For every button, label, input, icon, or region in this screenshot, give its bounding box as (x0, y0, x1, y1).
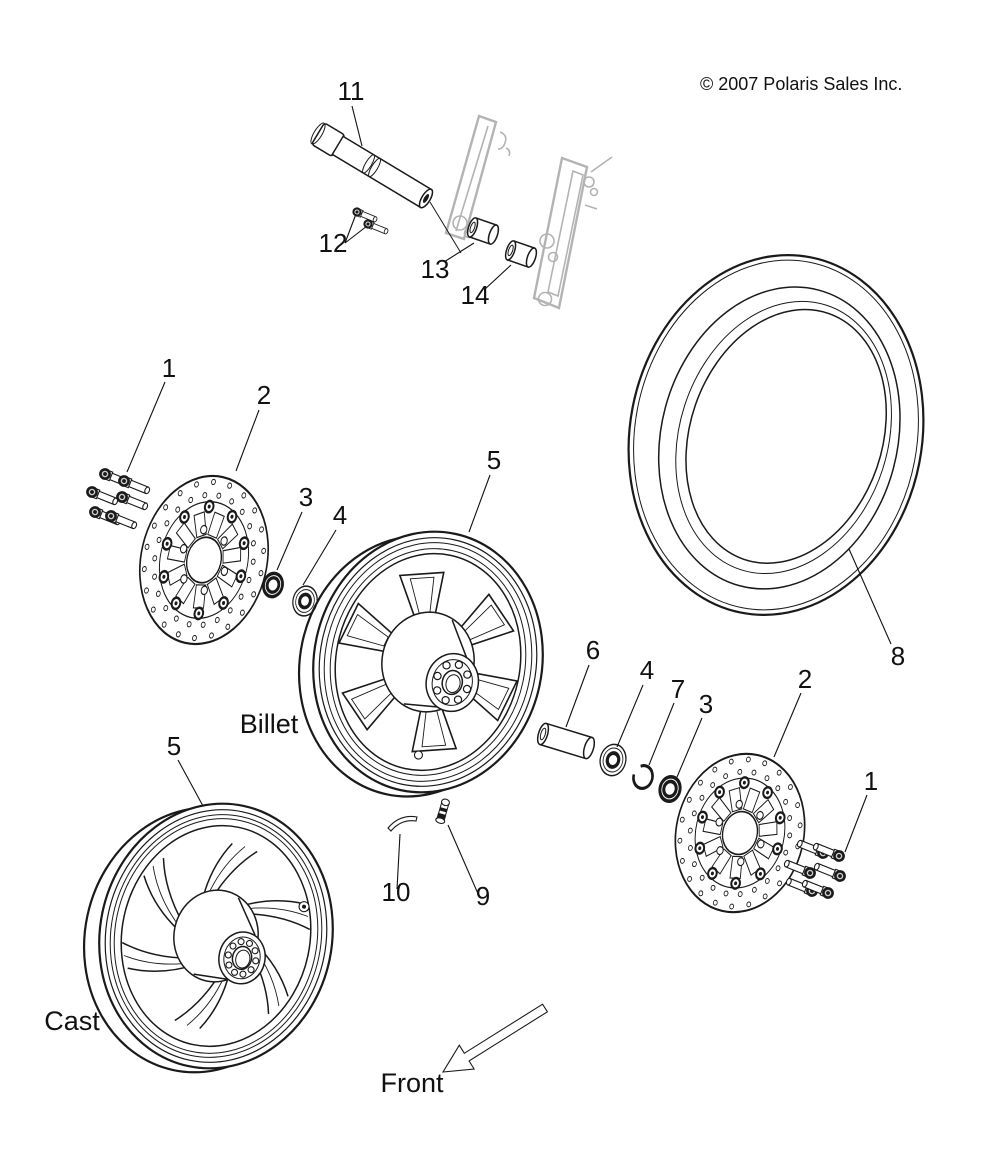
callout-9: 9 (475, 881, 491, 911)
cast-caption: Cast (44, 1006, 100, 1036)
callout-14: 14 (460, 280, 490, 310)
callout-10: 10 (381, 877, 411, 907)
callout-11: 11 (337, 76, 365, 106)
callout-6: 6 (585, 635, 601, 665)
copyright-text: © 2007 Polaris Sales Inc. (700, 74, 903, 94)
callout-5-cast: 5 (166, 731, 182, 761)
callout-13: 13 (420, 254, 450, 284)
callout-12: 12 (318, 228, 348, 258)
callout-7: 7 (670, 674, 686, 704)
callout-4-left: 4 (332, 500, 348, 530)
callout-2-right: 2 (797, 664, 813, 694)
callout-3-left: 3 (298, 482, 314, 512)
callout-8: 8 (890, 641, 906, 671)
callout-2-left: 2 (256, 380, 272, 410)
callout-4-right: 4 (639, 655, 655, 685)
callout-5-billet: 5 (486, 445, 502, 475)
callout-1-left: 1 (161, 353, 177, 383)
callout-1-right: 1 (863, 766, 879, 796)
front-caption: Front (380, 1068, 444, 1098)
callout-3-right: 3 (698, 689, 714, 719)
billet-caption: Billet (239, 709, 299, 739)
